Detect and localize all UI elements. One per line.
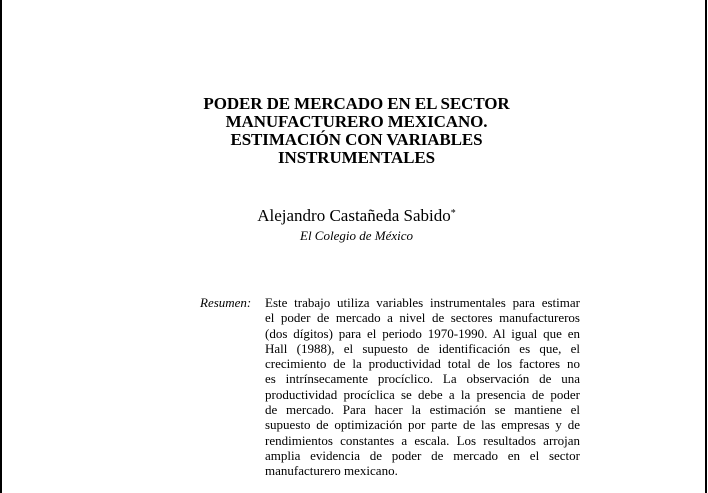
abstract-label: Resumen: [200, 295, 252, 310]
abstract-line: (dos dígitos) para el periodo 1970-1990. Al igual que en [265, 325, 580, 341]
abstract-line: crecimiento de la productividad total de los factores no [265, 356, 580, 372]
abstract-line: es intrínsecamente procíclico. La observación de una [265, 371, 580, 387]
author-name: Alejandro Castañeda Sabido [257, 206, 451, 225]
title-line: MANUFACTURERO MEXICANO. [225, 112, 488, 131]
abstract-line: el poder de mercado a nivel de sectores manufactureros [265, 310, 580, 326]
author-footnote-mark: * [450, 208, 456, 219]
title-line: INSTRUMENTALES [278, 148, 435, 167]
paper-title [150, 95, 563, 167]
author-affiliation: El Colegio de México [300, 228, 413, 243]
page-border-right [705, 0, 707, 493]
abstract-line: productividad procíclica se debe a la presencia de poder [265, 386, 580, 402]
title-line: ESTIMACIÓN CON VARIABLES [230, 130, 483, 149]
abstract-line: rendimientos constantes a escala. Los resultados arrojan [265, 432, 580, 448]
abstract-line: supuesto de optimización por parte de las empresas y de [265, 417, 580, 433]
abstract-line: de mercado. Para hacer la estimación se mantiene el [265, 402, 580, 418]
author-line [150, 206, 563, 226]
abstract-line: manufacturero mexicano. [265, 463, 398, 479]
title-line: PODER DE MERCADO EN EL SECTOR [203, 94, 510, 113]
abstract-line: amplia evidencia de poder de mercado en el sector [265, 447, 580, 463]
page-border-left [0, 0, 2, 493]
abstract-body [265, 295, 580, 479]
abstract-line: Este trabajo utiliza variables instrumentales para estimar [265, 295, 580, 310]
abstract-line: Hall (1988), el supuesto de identificación es que, el [265, 340, 580, 356]
